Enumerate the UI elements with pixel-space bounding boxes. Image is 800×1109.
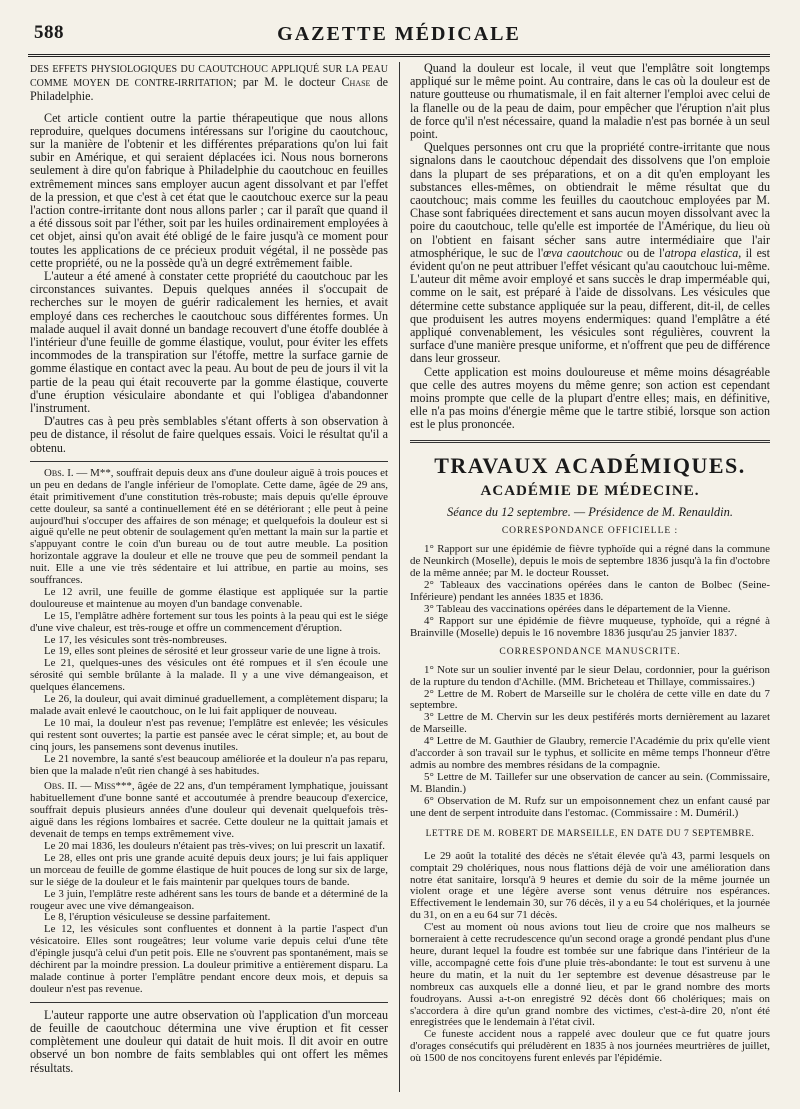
paragraph: Quand la douleur est locale, il veut que l'emplâtre soit longtemps appliqué sur le même point. Au contraire, dans le cas où la douleur est de nature goutteuse ou rhumatismale, il en fait alterner l'emploi avec celui de la flanelle ou de la peau de daim, pour empêcher que l'éruption n'ait plus de force qu'il n'est nécessaire, quand la maladie n'est pas bornée à un seul point. xyxy=(410,61,770,142)
seance-line: Séance du 12 septembre. — Présidence de M. Renauldin. xyxy=(447,504,733,519)
left-column xyxy=(30,62,388,1075)
journal-title: GAZETTE MÉDICALE xyxy=(277,23,521,45)
official-correspondence-heading: CORRESPONDANCE OFFICIELLE : xyxy=(501,526,679,537)
paragraph: Quelques personnes ont cru que la propriété contre-irritante que nous signalons dans le caoutchouc dépendait des dissolvens que l'on emploie dans la plupart de ses préparations, et on a dit qu'en employant les substances elles-mêmes, on obtiendrait le même résultat que du caoutchouc; mais comme les feuilles du caoutchouc employées par M. Chase sont fabriquées directement et sans aucun moyen dissolvant avec la poire du caoutchouc, telle qu'elle est importée de l'Amérique, du lieu où on l'obtient en faisant sécher sans autre intermédiaire que l'air atmosphérique, le suc de l'œva caoutchouc ou de l'atropa elastica, il est évident qu'on ne peut attribuer l'effet vésicant qu'au caoutchouc lui-même. L'auteur dit même avoir employé et sans succès le drap imperméable qui, comme on le sait, est préparé à l'aide de dissolvans. Les vésicules que détermine cette substance appliquée sur la peau, different, dit-il, de celles que produisent les autres moyens endermiques: quand l'emplâtre a été appliqué convenablement, les vésicules sont régulières, couvrent la surface d'une manière presque uniforme, et n'offrent que peu de différence dans leur grosseur. xyxy=(410,140,771,366)
page-header xyxy=(28,20,770,60)
paragraph: Cet article contient outre la partie thérapeutique que nous allons reproduire, quelques documens intéressans sur l'origine du caoutchouc, sur la manière de l'obtenir et les différentes préparations qu'on lui fait subir en Amérique, et qui seraient déplacées ici. Nous nous bornerons seulement à dire qu'on fabrique à Philadelphie du caoutchouc en feuilles extrêmement minces sans employer aucun agent dissolvant et par l'effet de la pression, et que c'est à cet état que le caoutchouc exerce sur la peau l'action contre-irritante dont nous allons parler ; car il paraît que quand il a été dissous soit par l'éther, soit par les huiles ordinairement employées à cet objet, ainsi qu'on avait été obligé de le faire jusqu'à ce moment pour toutes les applications de ce précieux produit végétal, il ne possède pas cette propriété, ou ne la possède qu'à un degré extrêmement faible. xyxy=(30,110,388,270)
academy-heading: ACADÉMIE DE MÉDECINE. xyxy=(480,482,700,499)
paragraph: Cette application est moins douloureuse et même moins désagréable que celle des autres moyens du même genre; son action est cependant moins prompte que celle de la plupart d'entre elles; mais, en définitive, elle n'a pas moins d'énergie même que le tartre stibié, lorsque son action est le plus prononcée. xyxy=(410,364,770,432)
paragraph: D'autres cas à peu près semblables s'étant offerts à son observation à peu de distance, il résolut de faire quelques essais. Voici le résultat qu'il a obtenu. xyxy=(30,414,388,455)
page-number: 588 xyxy=(34,22,64,43)
paragraph: L'auteur rapporte une autre observation où l'application d'un morceau de feuille de caoutchouc détermina une vive éruption et fit cesser complètement une douleur qui datait de huit mois. Il dit avoir en outre observé un bon nombre de faits semblables qui ont offert les mêmes résultats. xyxy=(30,1007,388,1075)
right-column xyxy=(410,62,770,1065)
letter-body: Le 29 août la totalité des décès ne s'était élevée qu'à 43, parmi lesquels on comptait 29 cholériques, nous nous flattions déjà de voir une amélioration dans notre état sanitaire, lorsqu'à 9 heures et demie du soir de la même journée un violent orage et une légère averse sont venus détruire nos espérances. Effectivement le lendemain 30, sur 76 décès, il y a eu 54 cholériques, et la journée du 31, on en a eu 64 sur 71 décès. C'est au moment où nous avions tout lieu de croire que nos malheurs se borneraient à cette recrudescence qu'un second orage a grondé pendant plus d'une heure, durant lequel la foudre est tombée sur une fabrique dans l'intérieur de la ville, accompagné cette fois d'une pluie très-abondante: le tout est survenu à une heure du matin, et la nuit du 1er septembre est devenue désastreuse par le nombreux cas auxquels elle a donné lieu, et par le grand nombre des morts foudroyans. Aussi a-t-on enregistré 92 décès dont 66 cholériques; mais on s'accordera à dire qu'un grand nombre des victimes, c'est-à-dire 20, n'ont été enregistrées que le lendemain à l'état civil. Ce funeste accident nous a rappelé avec douleur que ce fut quatre jours d'orages consécutifs qui préludèrent en 1835 à nos journées meurtrières de juillet, où 1500 de nos concitoyens furent enlevés par l'épidémie. xyxy=(410,849,770,1065)
column-divider xyxy=(399,62,400,1092)
header-rule xyxy=(28,54,770,57)
letter-heading: LETTRE DE M. ROBERT DE MARSEILLE, EN DATE DU 7 SEPTEMBRE. xyxy=(425,828,755,839)
section-double-rule xyxy=(410,440,770,443)
manuscript-correspondence: 1° Note sur un soulier inventé par le sieur Delau, cordonnier, pour la guérison de la rupture du tendon d'Achille. (MM. Bricheteau et Thillaye, commissaires.) 2° Lettre de M. Robert de Marseille sur le choléra de cette ville en date du 7 septembre. 3° Lettre de M. Chervin sur les deux pestiférés morts dernièrement au lazaret de Marseille. 4° Lettre de M. Gauthier de Glaubry, remercie l'Académie du prix qu'elle vient d'accorder à son travail sur le typhus, et sollicite en même temps l'honneur d'être admis au nombre des membres résidans de la compagnie. 5° Lettre de M. Taillefer sur une observation de cancer au sein. (Commissaire, M. Blandin.) 6° Observation de M. Rufz sur un empoisonnement chez un enfant causé par une dent de serpent introduite dans l'estomac. (Commissaire : M. Duméril.) xyxy=(410,663,770,819)
official-correspondence: 1° Rapport sur une épidémie de fièvre typhoïde qui a régné dans la commune de Neunkirch (Moselle), depuis le mois de septembre 1836 jusqu'à la fin d'octobre de la même année; par M. le docteur Rousset. 2° Tableaux des vaccinations opérées dans le canton de Bolbec (Seine-Inférieure) pendant les années 1835 et 1836. 3° Tableau des vaccinations opérées dans le département de la Vienne. 4° Rapport sur une épidémie de fièvre muqueuse, typhoïde, qui a régné à Brainville (Moselle) depuis le 16 novembre 1836 jusqu'au 25 janvier 1837. xyxy=(410,543,770,639)
article-title: DES EFFETS PHYSIOLOGIQUES DU CAOUTCHOUC APPLIQUÉ SUR LA PEAU COMME MOYEN DE CONTRE-IRRITATION; par M. le docteur Chase de Philadelphie. xyxy=(30,64,388,104)
observation-1: Obs. I. — M**, souffrait depuis deux ans d'une douleur aiguë à trois pouces et un peu en dedans de l'angle inférieur de l'omoplate. Cette dame, âgée de 29 ans, était primitivement d'une constitution très-robuste; mais depuis qu'elle éprouve cette douleur, sa santé a continuellement été en se détériorant ; elle peut à peine aujourd'hui s'occuper des affaires de son ménage; et quelquefois la douleur est si aiguë qu'elle ne peut obtenir de soulagement qu'en mettant la main sur la partie et s'appuyant contre le coin d'un bureau ou de tout autre meuble. La position horizontale aggrave la douleur et elle ne trouve que peu de sommeil pendant la nuit. Elle a une vie très sédentaire et lui attribue, en partie au moins, ses souffrances. Le 12 avril, une feuille de gomme élastique est appliquée sur la partie douloureuse et maintenue au moyen d'un bandage convenable. Le 15, l'emplâtre adhère fortement sur tous les points à la peau qui est le siége d'une vive chaleur, est très-rouge et offre un commencement d'éruption. Le 17, les vésicules sont très-nombreuses. Le 19, elles sont pleines de sérosité et leur grosseur varie de une ligne à trois. Le 21, quelques-unes des vésicules ont été rompues et il s'en écoule une sérosité qui semble brûlante à la malade. Il y a une vive démangeaison, et quelques élancemens. Le 26, la douleur, qui avait diminué graduellement, a complètement disparu; la malade avait enlevé le caoutchouc, on le lui fait appliquer de nouveau. Le 10 mai, la douleur n'est pas revenue; l'emplâtre est enlevée; les vésicules qui restent sont ouvertes; la partie est pansée avec le cérat simple; et, au bout de cinq jours, les pansemens sont devenus inutiles. Le 21 novembre, la santé s'est beaucoup améliorée et la douleur n'a pas reparu, bien que la malade n'eût rien changé à ses habitudes. xyxy=(30,466,388,777)
observation-2: Obs. II. — Miss***, âgée de 22 ans, d'un tempérament lymphatique, jouissant habituellement d'une bonne santé et accoutumée à prendre beaucoup d'exercice, souffrait depuis plusieurs années d'une douleur qui devenait quelquefois très-aiguë dans les régions lombaires et sacrée. Cette douleur ne la quittait jamais et devenait de temps en temps extrêmement vive. Le 20 mai 1836, les douleurs n'étaient pas très-vives; on lui prescrit un laxatif. Le 28, elles ont pris une grande acuité depuis deux jours; je lui fais appliquer un morceau de feuille de gomme élastique de huit pouces de long sur six de large, sur le siége de la douleur et le fais maintenir par quelques tours de bande. Le 3 juin, l'emplâtre reste adhérent sans les tours de bande et a déterminé de la rougeur avec une vive démangeaison. Le 8, l'éruption vésiculeuse se dessine parfaitement. Le 12, les vésicules sont confluentes et donnent à la partie l'aspect d'un vésicatoire. Elles sont rougeâtres; leur volume varie depuis celui d'une tête d'épingle jusqu'à celui d'un petit pois. Elle ne s'ouvrent pas spontanément, mais se déchirent par la moindre pression. La douleur primitive a entièrement disparu. La malade continue à porter l'emplâtre pendant encore deux mois, et depuis sa douleur n'est pas revenue. xyxy=(30,780,389,995)
paragraph: L'auteur a été amené à constater cette propriété du caoutchouc par les circonstances suivantes. Depuis quelques années il s'occupait de recherches sur le moyen de guérir radicalement les hernies, et avait employé dans ces recherches le caoutchouc sous différentes formes. Un malade auquel il avait donné un bandage recouvert d'une étoffe doublée à l'intérieur d'une feuille de gomme élastique, voulut, pour éviter les effets incommodes de la transpiration sur l'étoffe, mettre la surface garnie de gomme élastique en contact avec la peau. Au bout de peu de jours il vit la partie de la peau qui était recouverte par la gomme élastique, couverte d'une éruption vésiculaire abondante et qui l'obligea d'abandonner l'instrument. xyxy=(30,269,388,416)
section-title: TRAVAUX ACADÉMIQUES. xyxy=(434,452,746,478)
section-rule xyxy=(30,461,388,462)
section-rule xyxy=(30,1002,388,1003)
manuscript-correspondence-heading: CORRESPONDANCE MANUSCRITE. xyxy=(499,646,681,657)
